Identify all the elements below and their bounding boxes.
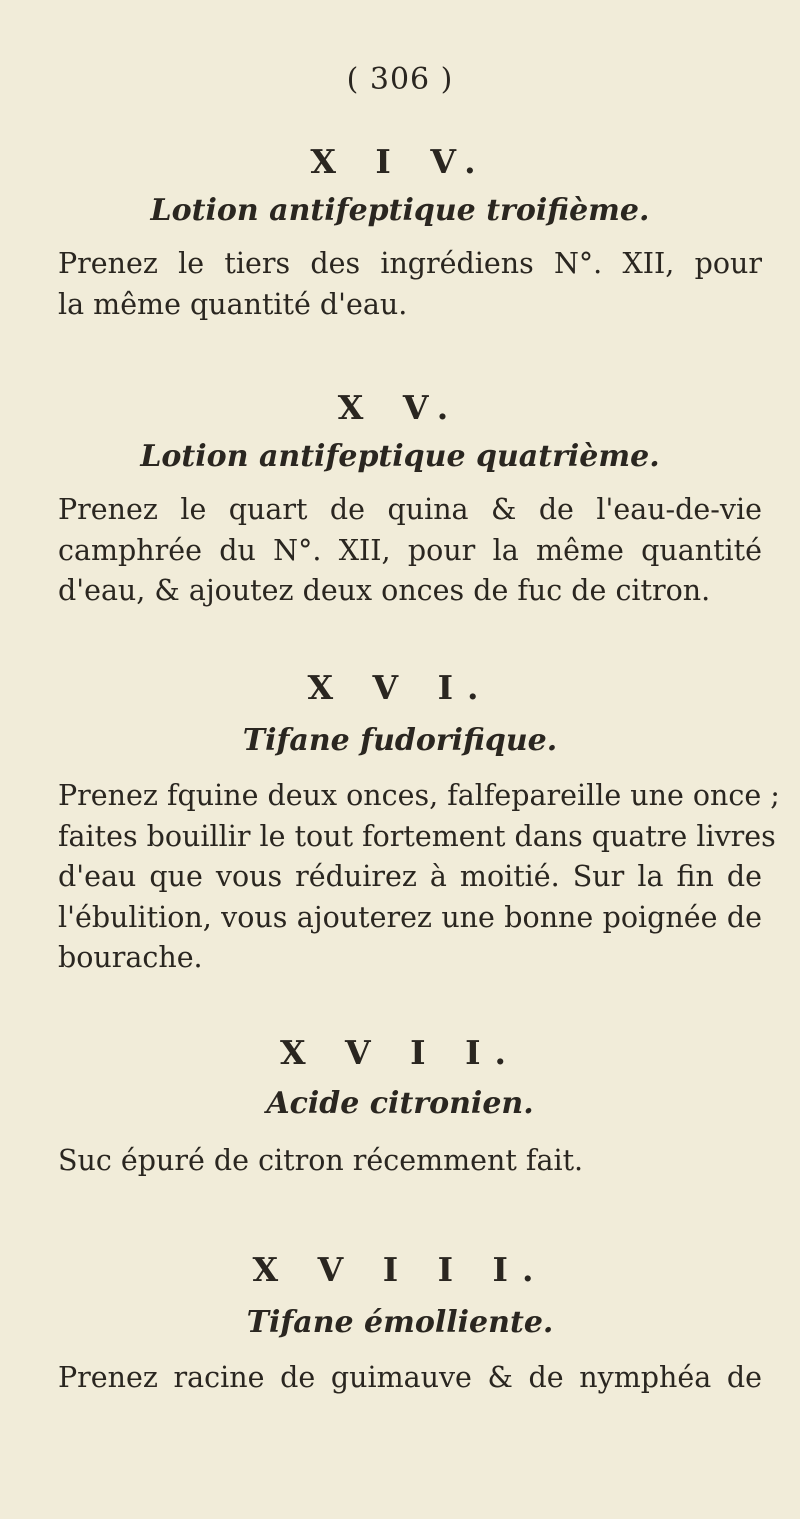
text-line: camphrée du N°. XII, pour la même quantité [58, 533, 762, 567]
section-text [0, 490, 800, 612]
section-title: Tifane fudorifique. [242, 723, 558, 758]
section-text [0, 244, 800, 325]
section-title: Lotion antifeptique quatrième. [140, 439, 660, 474]
section-text [0, 1141, 800, 1182]
section-title: Lotion antifeptique troifième. [150, 193, 650, 228]
section-xvii [0, 1033, 800, 1182]
text-line: d'eau que vous réduirez à moitié. Sur la fin de [58, 860, 762, 893]
text-line: faites bouillir le tout fortement dans quatre livres [58, 819, 776, 853]
text-line: la même quantité d'eau. [58, 287, 408, 321]
text-line: bourache. [58, 941, 203, 974]
section-xvi [0, 668, 800, 979]
text-line: Prenez le tiers des ingrédiens N°. XII, pour [58, 247, 762, 280]
text-line: Prenez racine de guimauve & de nymphéa de [58, 1361, 762, 1394]
text-line: Prenez le quart de quina & de l'eau-de-vie [58, 493, 762, 526]
section-title: Tifane émolliente. [246, 1305, 554, 1340]
section-numeral: X V I. [307, 668, 493, 707]
page-number: ( 306 ) [346, 62, 454, 97]
text-line: l'ébulition, vous ajouterez une bonne poignée de [58, 900, 762, 934]
section-title: Acide citronien. [266, 1086, 534, 1121]
section-xviii [0, 1250, 800, 1399]
section-text [0, 1358, 800, 1399]
text-line: Suc épuré de citron récemment fait. [58, 1144, 584, 1177]
section-text [0, 776, 800, 979]
section-numeral: X I V. [310, 142, 490, 181]
text-line: Prenez fquine deux onces, falfepareille une once ; [58, 779, 780, 812]
section-xv [0, 388, 800, 612]
section-xiv [0, 142, 800, 325]
text-line: d'eau, & ajoutez deux onces de fuc de citron. [58, 574, 711, 607]
section-numeral: X V I I I. [252, 1250, 548, 1289]
section-numeral: X V. [337, 388, 463, 427]
section-numeral: X V I I. [279, 1033, 521, 1072]
